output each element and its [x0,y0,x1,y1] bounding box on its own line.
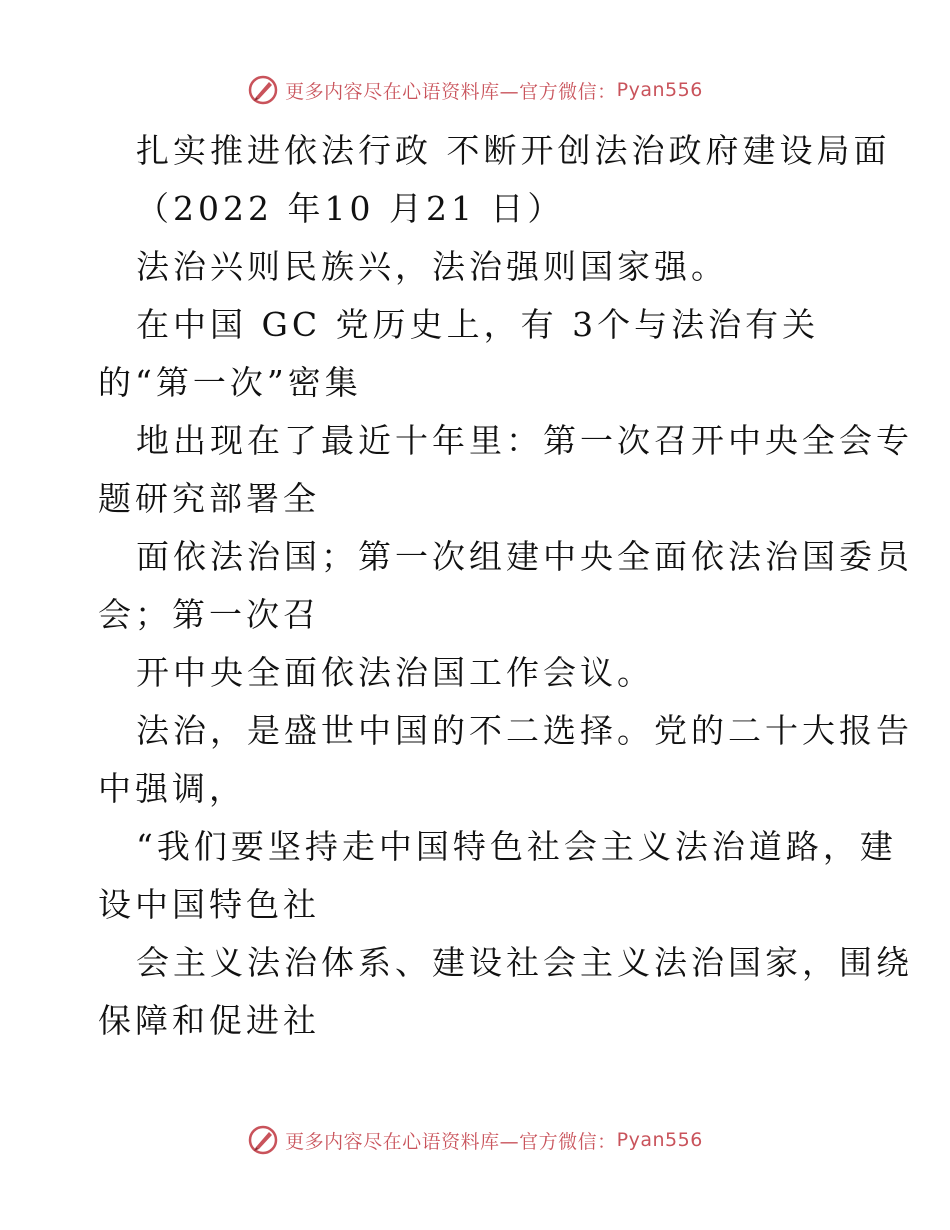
watermark-handle: Pyan556 [616,79,703,101]
quote-line: 设中国特色社 [98,885,320,924]
footer-watermark [0,1122,950,1158]
document-title: 扎实推进依法行政 不断开创法治政府建设局面 [136,131,891,170]
quill-pen-logo-icon [247,74,279,106]
header-watermark [0,72,950,108]
quote-line: 会主义法治体系、建设社会主义法治国家，围绕 [136,943,913,982]
paragraph-line: 开中央全面依法治国工作会议。 [136,653,654,692]
paragraph-line: 题研究部署全 [98,479,320,518]
paragraph-line: 法治，是盛世中国的不二选择。党的二十大报告 [136,711,913,750]
quote-line: 保障和促进社 [98,1001,320,1040]
watermark-text: 更多内容尽在心语资料库—官方微信： [285,1130,617,1153]
paragraph-line: 在中国 GC 党历史上，有 3个与法治有关 [136,305,820,344]
watermark-handle: Pyan556 [616,1129,703,1151]
document-date: （2022 年10 月21 日） [136,189,565,228]
paragraph-line: 法治兴则民族兴，法治强则国家强。 [136,247,728,286]
document-body [98,122,913,1050]
watermark-text: 更多内容尽在心语资料库—官方微信： [285,80,617,103]
paragraph-line: 会；第一次召 [98,595,320,634]
paragraph-line: 的“第一次”密集 [98,363,362,402]
quill-pen-logo-icon [247,1124,279,1156]
quote-line: “我们要坚持走中国特色社会主义法治道路，建 [136,827,897,866]
paragraph-line: 地出现在了最近十年里：第一次召开中央全会专 [136,421,913,460]
paragraph-line: 中强调， [98,769,246,808]
paragraph-line: 面依法治国；第一次组建中央全面依法治国委员 [136,537,913,576]
